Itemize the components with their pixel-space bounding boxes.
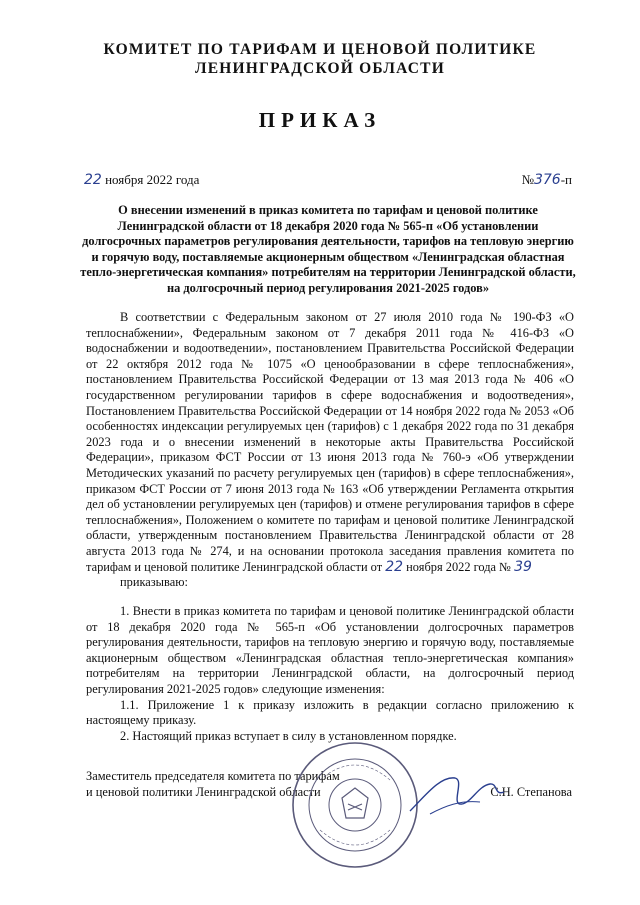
protocol-number-handwritten: 39 (514, 558, 532, 575)
number-prefix: № (521, 172, 534, 187)
date-rest: ноября 2022 года (101, 172, 200, 187)
date-day-handwritten: 22 (84, 172, 102, 188)
preamble-mid: ноября 2022 года № (403, 559, 515, 574)
preamble-day-handwritten: 22 (385, 558, 404, 575)
document-number (522, 172, 572, 188)
issuer-header (0, 40, 640, 78)
number-handwritten: 376 (533, 172, 561, 188)
preamble (86, 310, 574, 575)
order-item-1-1: 1.1. Приложение 1 к приказу изложить в редакции согласно приложению к настоящему приказу. (86, 697, 574, 728)
preamble-text: В соответствии с Федеральным законом от 27 июля 2010 года № 190-ФЗ «О теплоснабжении», Федеральным законом от 7 декабря 2011 года № 416-ФЗ «О водоснабжении и водоотведении», постановлением Правительства Российской Федерации от 22 октября 2012 года № 1075 «О ценообразовании в сфере теплоснабжения», постановлением Правительства Российской Федерации от 13 мая 2013 года № 406 «О государственном регулировании тарифов в сфере водоснабжения и водоотведения», Постановлением Правительства Российской Федерации от 14 ноября 2022 года № 2053 «Об особенностях индексации регулируемых цен (тарифов) с 1 декабря 2022 года по 31 декабря 2023 года и о внесении изменений в некоторые акты Правительства Российской Федерации», приказом ФСТ России от 13 июня 2013 года № 760-э «Об утверждении Методических указаний по расчету регулируемых цен (тарифов) в сфере теплоснабжения», приказом ФСТ России от 7 июня 2013 года № 163 «Об утверждении Регламента открытия дел об установлении регулируемых цен (тарифов) и отмене регулирования тарифов в сфере теплоснабжения», Положением о комитете по тарифам и ценовой политике Ленинградской области, утвержденным постановлением Правительства Ленинградской области от 28 августа 2013 года № 274, и на основании протокола заседания правления комитета по тарифам и ценовой политике Ленинградской области от (86, 310, 574, 574)
issuer-line-1: КОМИТЕТ ПО ТАРИФАМ И ЦЕНОВОЙ ПОЛИТИКЕ (103, 41, 537, 58)
order-item-1: 1. Внести в приказ комитета по тарифам и ценовой политике Ленинградской области от 18 декабря 2020 года № 565-п «Об установлении долгосрочных параметров регулирования деятельности, тарифов на тепловую энергию и горячую воду, поставляемые акционерным обществом «Ленинградская областная тепло-энергетическая компания» потребителям на территории Ленинградской области, на долгосрочный период регулирования 2021-2025 годов» следующие изменения: (86, 604, 574, 696)
preamble-paragraph (86, 310, 574, 575)
signatory-name: С.Н. Степанова (490, 785, 572, 799)
order-item-2: 2. Настоящий приказ вступает в силу в установленном порядке. (120, 728, 457, 743)
document-date (84, 172, 199, 188)
orders-word: приказываю: (120, 575, 188, 589)
issuer-line-2: ЛЕНИНГРАДСКОЙ ОБЛАСТИ (195, 60, 445, 77)
position-line-1: Заместитель председателя комитета по тарифам (86, 769, 340, 783)
number-suffix: -п (560, 172, 572, 187)
document-title: ПРИКАЗ (258, 108, 382, 132)
handwritten-signature-icon (400, 756, 510, 826)
position-line-2: и ценовой политики Ленинградской области (86, 784, 321, 799)
document-subject: О внесении изменений в приказ комитета по тарифам и ценовой политике Ленинградской области от 18 декабря 2020 года № 565-п «Об установлении долгосрочных параметров регулирования деятельности, тарифов на тепловую энергию и горячую воду, поставляемые акционерным обществом «Ленинградская областная тепло-энергетическая компания» потребителям на территории Ленинградской области, на долгосрочный период регулирования 2021-2025 годов» (80, 203, 576, 295)
order-items (86, 604, 574, 744)
